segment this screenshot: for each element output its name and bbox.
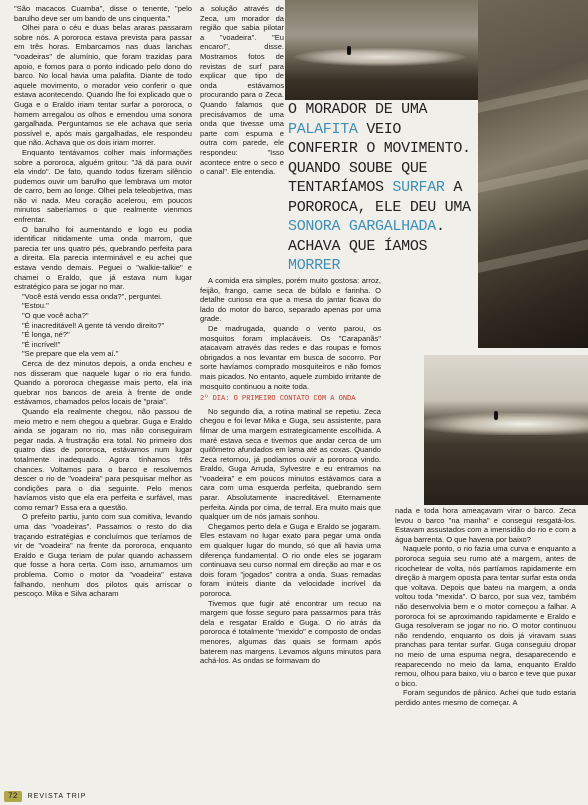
dialogue-line: "Você está vendo essa onda?", perguntei.	[22, 291, 163, 301]
river-wave-photo-top	[285, 0, 478, 100]
section-heading: 2º DIA: O PRIMEIRO CONTATO COM A ONDA	[200, 395, 356, 404]
article-column-2-top	[200, 4, 284, 276]
page-number: 72	[4, 791, 22, 802]
water-streak	[478, 76, 588, 115]
article-column-3	[395, 506, 576, 786]
pull-quote-text: O MORADOR DE UMA PALAFITA VEIO CONFERIR O MOVIMENTO. QUANDO SOUBE QUE TENTARÍAMOS SURFAR A POROROCA, ELE DEU UMA SONORA GARGALHADA. ACHAVA QUE ÍAMOS MORRER	[288, 101, 471, 274]
paragraph: No segundo dia, a rotina matinal se repetiu. Zeca chegou e foi levar Mika e Guga, seu assistente, para filmar de uma margem estrategicamente escolhida. A maré estava seca e tivemos que andar cerca de um quilômetro afundados em lama até as coxas. Quando Zeca retornou, já podíamos ouvir a pororoca vindo. Eraldo, Guga Arruda, Sylvestre e eu entramos na "voadeira" e em poucos minutos estávamos cara a cara com uma esquerda perfeita, quebrando sem parar. Absolutamente inacreditável. Eternamente perfeita. Ainda por cima, de terral. Era muito mais que qualquer um de nós jamais sonhou.	[200, 406, 381, 522]
paragraph: O barulho foi aumentando e logo eu podia identificar nitidamente uma onda marrom, que parecia ter uns quatro pés, quebrando perfeita para a direita. Ela parecia interminável e eu achei que estava vendo demais. Peguei o "walkie-talkie" e chamei o Eraldo, que já estava num lugar estratégico para se jogar no mar.	[14, 224, 192, 292]
water-streak	[478, 156, 588, 195]
river-photo-right	[478, 0, 588, 348]
dialogue-line: "Se prepare que ela vem aí."	[22, 349, 119, 359]
paragraph: O prefeito partiu, junto com sua comitiva, levando uma das "voadeiras". Passamos o resto do dia traçando estratégias e concluímos que teríamos de vir de "voadeira" na frente da pororoca, enquanto Eraldo e Guga teriam de pular quando achassem que fosse a hora certa. Com isso, arrumamos um problema. Como o motor da "voadeira" estava falhando, nenhum dos pilotos quis arriscar o pescoço. Mika e Silva acharam	[14, 512, 192, 599]
paragraph: De madrugada, quando o vento parou, os mosquitos foram implacáveis. Os "Carapanãs" atacavam através das redes e das roupas e fomos obrigados a nos levantar em busca de socorro. Por sorte havíamos comprado mosquiteiros e não fomos mais picados. No entanto, aquele zumbido irritante de mosquito continuou a noite toda.	[200, 323, 381, 391]
surfer-figure	[347, 46, 351, 55]
paragraph: Cerca de dez minutos depois, a onda encheu e nos disseram que naquele lugar o rio era fundo. Quando a pororoca chegasse mais perto, ela iria quebrar nos bancos de areia à frente de onde estávamos, chamados pelos locais de "praia".	[14, 358, 192, 407]
paragraph: Tivemos que fugir até encontrar um recuo na margem que fosse seguro para passarmos para trás dela e resgatar Eraldo e Guga. O rio atrás da pororoca é totalmente "mexido" e composto de ondas menores, algumas das quais se formam após baterem nas margens. Levamos alguns minutos para achá-los. As ondas se formavam do	[200, 598, 381, 666]
page-footer	[4, 789, 86, 803]
paragraph: A comida era simples, porém muito gostosa: arroz, feijão, frango, carne seca de búfalo e farinha. O detalhe curioso era que a mesa do jantar ficava do lado do motor do barco, separado apenas por uma grade.	[200, 276, 381, 324]
magazine-name: REVISTA TRIP	[27, 792, 87, 800]
paragraph: Naquele ponto, o rio fazia uma curva e enquanto a pororoca seguia seu rumo até a margem, antes de ricochetear de volta, nós partíamos rapidamente em direção à margem oposta para tentar surfar esta onda que voltava. Depois que bateu na margem, a onda voltou toda "mexida". O barco, por sua vez, também não desenvolvia bem e o motor começou a falhar. A pororoca foi se aproximando rapidamente e Eraldo e Guga resolveram se jogar no rio. O motor continuou não rendendo, enquanto os dois já viravam suas pranchas para tentar surfar. Guga conseguiu dropar no meio de uma espuma negra, desaparecendo e reaparecendo no meio da lama, enquanto Eraldo remou, olhou para baixo, viu o barco e teve que puxar o bico.	[395, 544, 576, 688]
dialogue-line: "É incrível!"	[22, 339, 61, 349]
paragraph: "São macacos Cuamba", disse o tenente, "pelo barulho deve ser um bando de uns cinquenta."	[14, 4, 192, 23]
paragraph: Quando ela realmente chegou, não passou de meio metro e nem chegou a quebrar. Guga e Eraldo ainda se jogaram no rio, mas não conseguiram pegar nada. A frustração era total. No primeiro dos quatro dias de pororoca, estávamos num lugar totalmente inadequado. Agora tínhamos três chances. Voltamos para o barco e resolvemos descer o rio de "voadeira" para pesquisar melhor as condições para o dia seguinte. Pelo menos havíamos visto que ela era perfeita e surfável, mas como remar? Essa era a questão.	[14, 406, 192, 512]
article-column-2	[200, 276, 381, 776]
article-column-1	[14, 4, 192, 782]
paragraph: Foram segundos de pânico. Achei que tudo estaria perdido antes mesmo de começar. A	[395, 688, 576, 707]
river-wave-photo-bottom	[424, 355, 588, 505]
pull-quote	[288, 100, 478, 276]
paragraph: nada e toda hora ameaçavam virar o barco. Zeca levou o barco "na manha" e consegui resgatá-los. Estavam assustados com a imensidão do rio e com a água barrenta. O que havena por baixo?	[395, 506, 576, 544]
paragraph: Enquanto tentávamos colher mais informações sobre a pororoca, alguém gritou: "Já dá para ouvir ela vindo". De fato, quando todos fizeram silêncio pudemos ouvir um barulho que lembrava um motor de carro, bem ao longe. Olhei pela teleobjetiva, mas não vi nada. Meu coração acelerou, em poucos minutos saberíamos o que realmente vienmos enfrentar.	[14, 147, 192, 225]
wave-crest	[424, 413, 588, 435]
paragraph: Chegamos perto dela e Guga e Eraldo se jogaram. Eles estavam no lugar exato para pegar uma onda em qualquer lugar do mundo, só que ali havia uma diferença fundamental. O rio onde eles se jogaram continuava seu curso normal em direção ao mar e os dois foram "jogados" contra a onda. Suas remadas foram inúteis diante da velocidade incrível da pororoca.	[200, 521, 381, 598]
wave-foam	[295, 48, 465, 66]
water-streak	[478, 236, 588, 275]
dialogue-line: "O que você acha?"	[22, 311, 89, 320]
dialogue-line: "É longa, né?"	[22, 330, 70, 340]
dialogue-line: "É inacreditável! A gente tá vendo direito?"	[22, 320, 165, 330]
surfer-figure	[494, 411, 498, 420]
paragraph: a solução através de Zeca, um morador da região que sabia pilotar a "voadeira". "Eu encaro!", disse. Mostramos fotos de revistas de surf para explicar que tipo de onda estávamos procurando para o Zeca. Quando falamos que precisávamos de uma onda que tivesse uma parte com espuma e outra com parede, ele respondeu: "Isso acontece entre o seco e o canal". Ele entendia.	[200, 4, 284, 177]
dialogue-line: "Estou."	[22, 301, 49, 311]
paragraph: Olhei para o céu e duas belas araras passaram sobre nós. A pororoca estava prevista para passar em três horas. Embarcamos nas duas lanchas "voadeiras" de alumínio, que foram trazidas para apoio, e fomos para o ponto indicado pelo dono do barco. No local havia uma palafita. Diante de todo aquele movimento, o morador veio conferir o que estava acontecendo. Quando lhe foi explicado que o Guga e o Eraldo iriam tentar surfar a pororoca, o homem arregalou os olhos e emendou uma sonora gargalhada. Perguntamos se ele achava que seria possível e, após mais gargalhadas, ele respondeu que não. Achava que os dois iriam morrer.	[14, 23, 192, 148]
